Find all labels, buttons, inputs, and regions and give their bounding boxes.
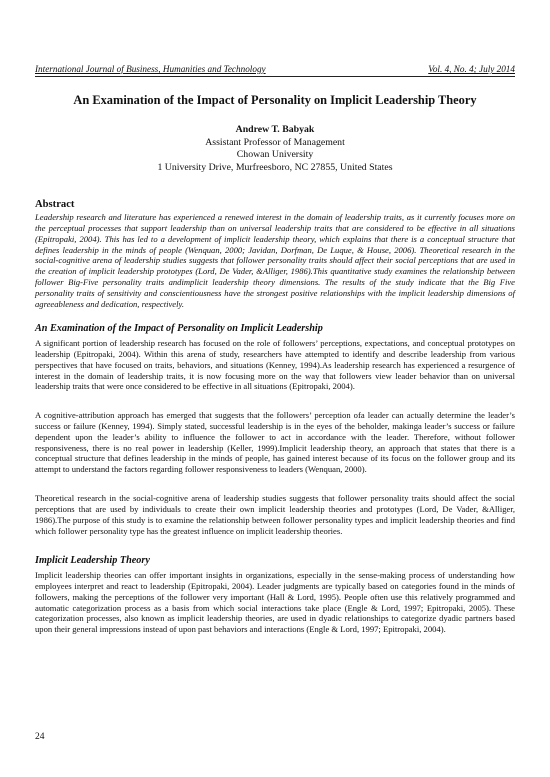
section-heading-examination: An Examination of the Impact of Personality on Implicit Leadership xyxy=(35,323,323,334)
author-address: 1 University Drive, Murfreesboro, NC 27855, United States xyxy=(157,161,393,173)
journal-name: International Journal of Business, Humanities and Technology xyxy=(35,64,266,74)
page-number: 24 xyxy=(35,732,45,742)
author-name: Andrew T. Babyak xyxy=(235,124,315,135)
author-block xyxy=(35,124,515,174)
section2-paragraph-1: Implicit leadership theories can offer important insights in organizations, especially in the sense-making process of understanding how employees interpret and react to leadership (Epitropaki, 2004). Leader judgments are typically based on categories found in the minds of followers, making the perceptions of the follower very important (Hall & Lord, 1995). People often use this relatively programmed and automatic categorization process as a basis from which social interactions take place (Engle & Lord, 1997; Epitropaki, 2005). These categorization processes, also known as implicit leadership theories, are used in dyadic relationships to categorize dyadic partners based upon their general impressions instead of upon past behaviors and interactions (Engle & Lord, 1997; Epitropaki, 2004). xyxy=(35,570,515,635)
section1-paragraph-3: Theoretical research in the social-cognitive arena of leadership studies suggests that follower personality traits should affect the social perceptions that are used by individuals to create their own implicit leadership theories and prototypes (Lord, De Vader, &Alliger, 1986).The purpose of this study is to examine the relationship between follower personality types and implicit leadership theories and find which follower personality type has the greatest influence on implicit leadership theories. xyxy=(35,493,515,536)
section-heading-implicit-leadership: Implicit Leadership Theory xyxy=(35,555,150,566)
issue-info: Vol. 4, No. 4; July 2014 xyxy=(428,64,515,74)
author-institution: Chowan University xyxy=(236,149,314,161)
section1-paragraph-1: A significant portion of leadership research has focused on the role of followers’ perceptions, expectations, and conceptual prototypes on leadership (Epitropaki, 2004). Within this arena of study, researchers have attempted to identify and describe leadership from various perspectives that have focused on traits, behaviors, and situations (Kenney, 1994).As leadership research has experienced a resurgence of interest in the domain of leadership traits, it is now focusing more on the way that followers view leader behavior than on universal leadership traits that were once considered to be effective in all situations (Epitropaki, 2004). xyxy=(35,338,515,392)
section1-paragraph-2: A cognitive-attribution approach has emerged that suggests that the followers’ perception ofa leader can actually determine the leader’s success or failure (Kenney, 1994). Simply stated, successful leadership is in the eyes of the beholder, makinga leader’s success or failure dependent upon the leader’s ability to influence the follower to act in accordance with the leader. Therefore, without follower responsiveness, there is no real power in leadership (Keller, 1999).Implicit leadership theory, an approach that states that there is a conceptual structure that defines leadership in the minds of people, has gained interest because of its focus on the follower group and its attempt to understand the factors regarding follower responsiveness to leaders (Wenquan, 2000). xyxy=(35,410,515,475)
paper-title: An Examination of the Impact of Personality on Implicit Leadership Theory xyxy=(73,93,477,107)
abstract-heading: Abstract xyxy=(35,199,75,210)
author-position: Assistant Professor of Management xyxy=(205,136,345,148)
abstract-text: Leadership research and literature has experienced a renewed interest in the domain of leadership traits, as it currently focuses more on the perceptual processes that support leadership than on universal leadership traits that are considered to be effective in all situations (Epitropaki, 2004). This has led to a development of implicit leadership theory, which explains that there is a conceptual structure that defines leadership in the minds of people (Wenquan, 2000; Javidan, Dorfman, De Luque, & House, 2006). Theoretical research in the social-cognitive arena of leadership studies suggests that follower personality traits should affect their social perceptions that are used in the creation of implicit leadership prototypes (Lord, De Vader, &Alliger, 1986).This quantitative study examines the relationship between follower Big-Five personality traits andimplicit leadership theory dimensions. The results of the study indicate that the Big Five personality traits of sensitivity and conscientiousness have the strongest positive relationships with the implicit leadership dimensions of agreeableness and dedication, respectively. xyxy=(35,212,515,309)
running-head xyxy=(35,63,515,77)
